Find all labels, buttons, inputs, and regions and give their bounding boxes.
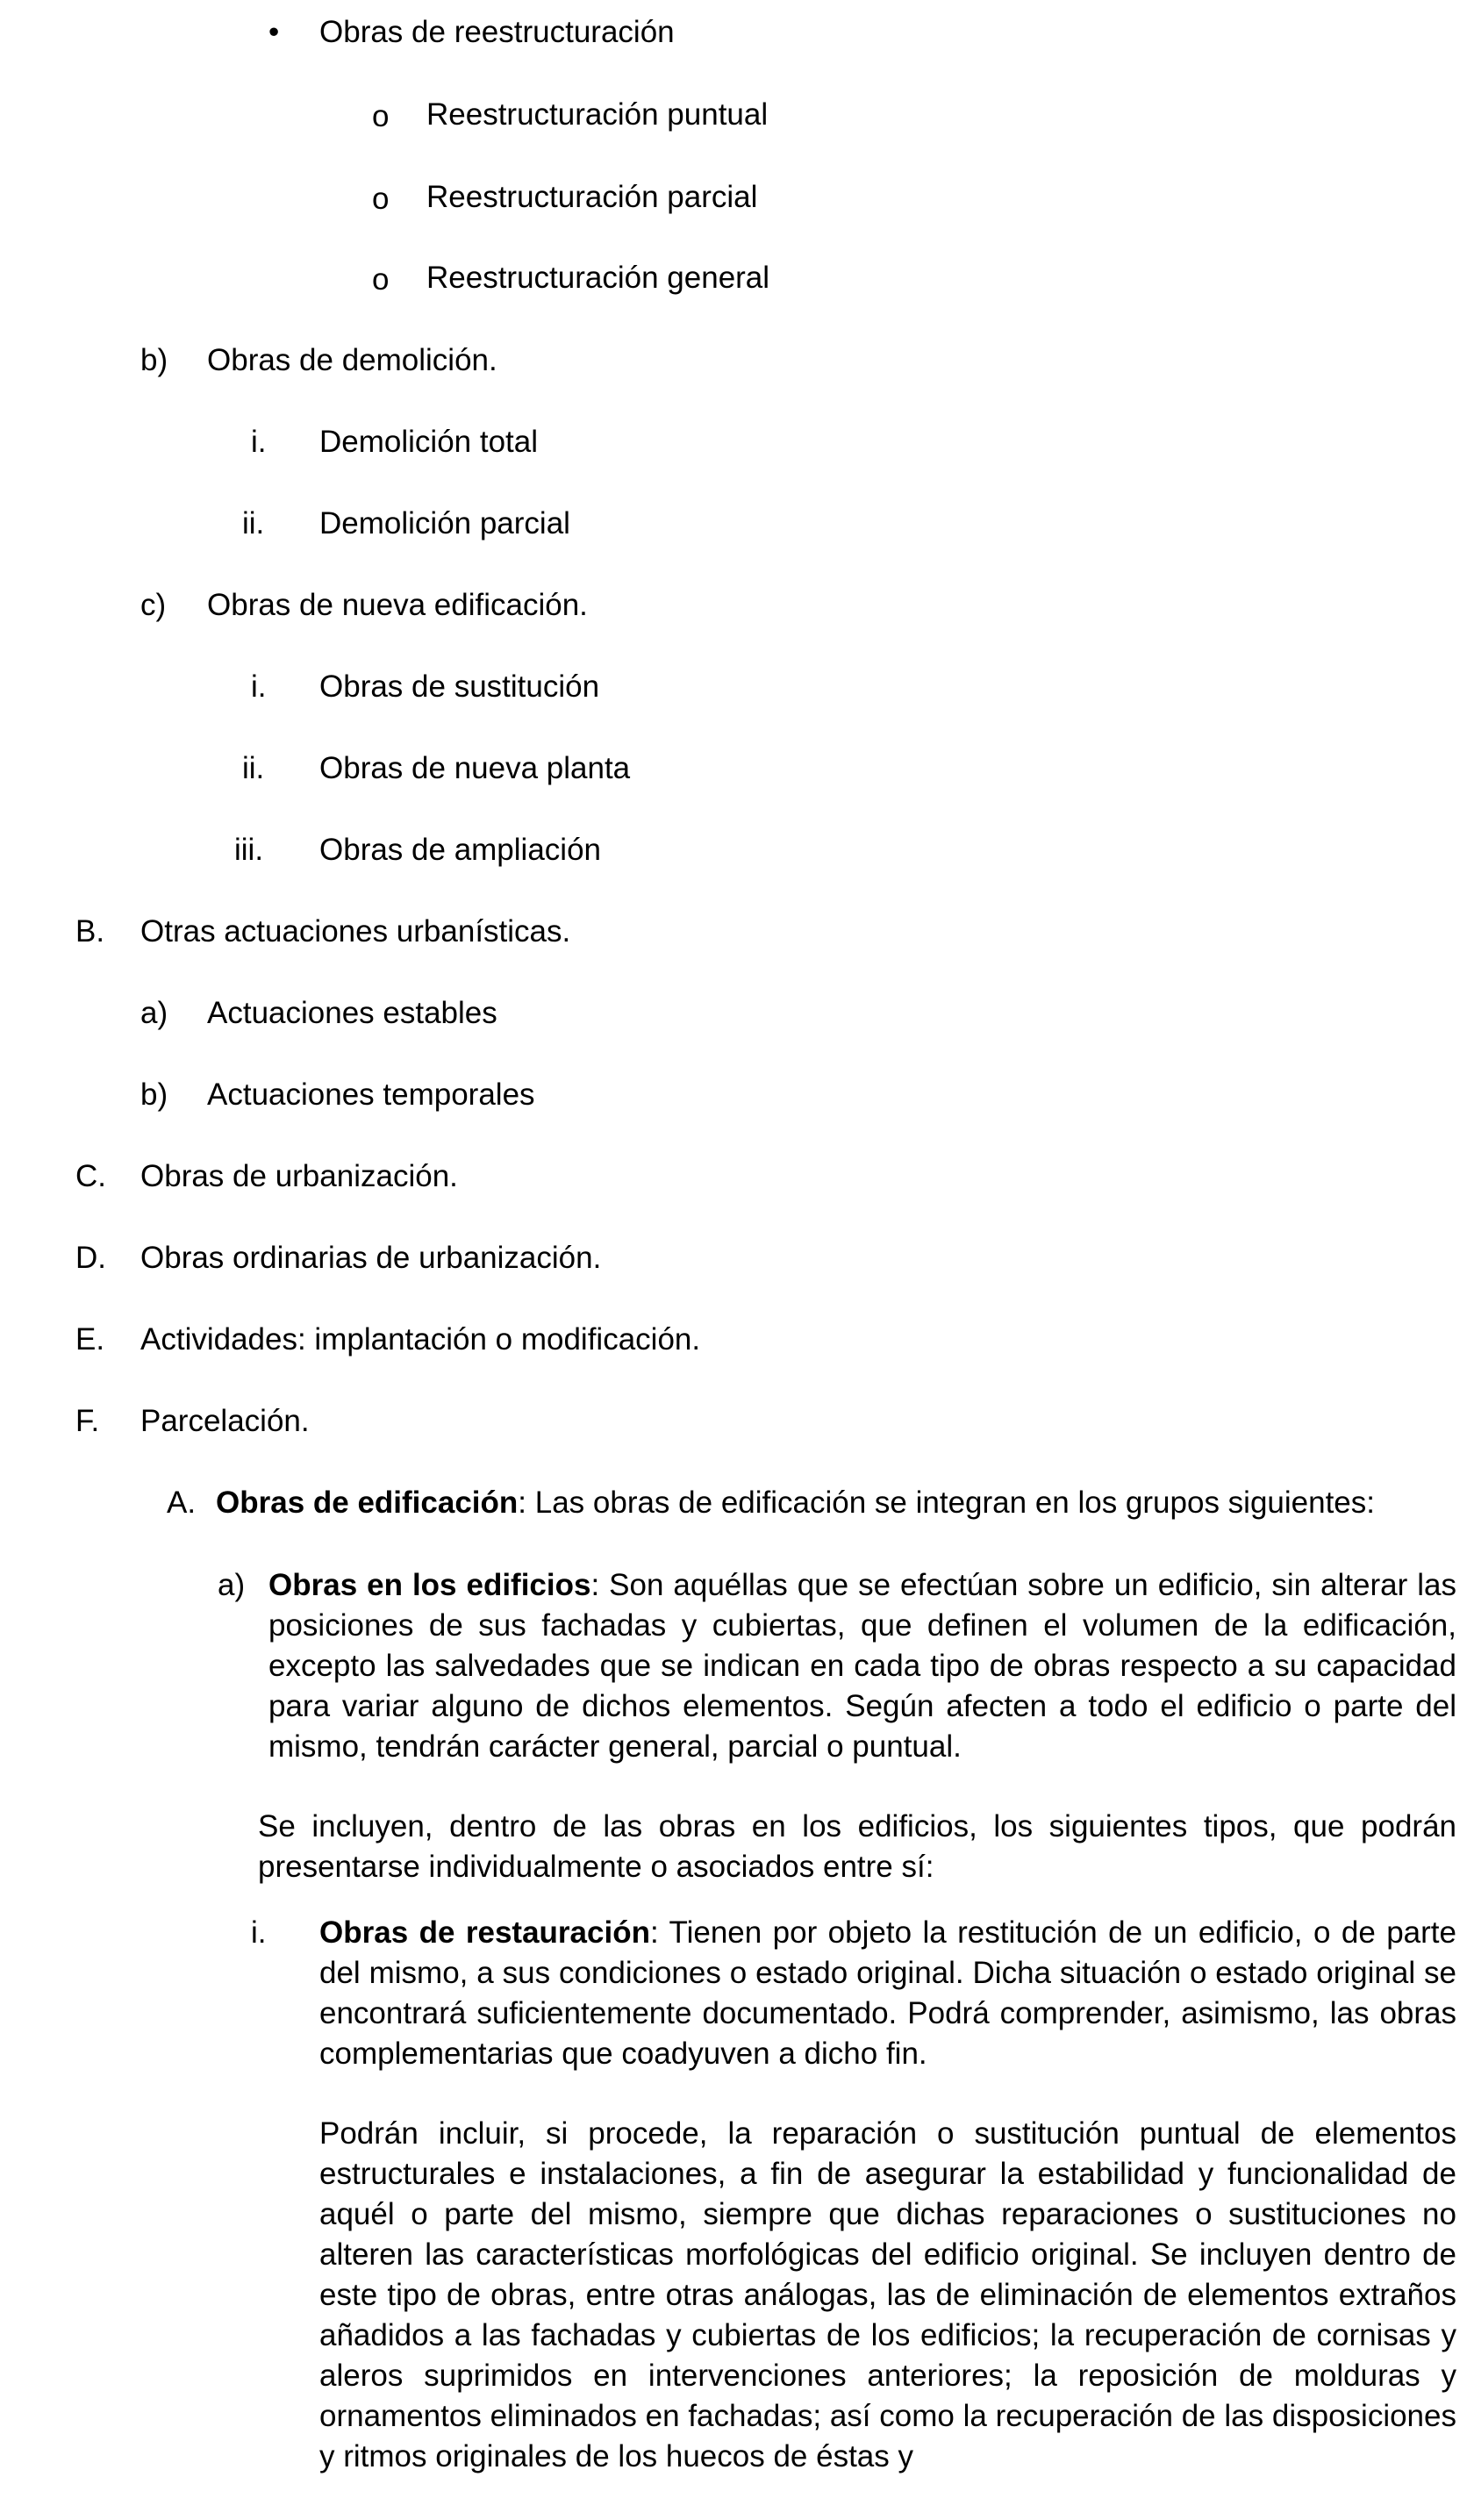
definition-marker: a) [218,1568,246,1602]
sub-marker: o [372,262,390,297]
list-item: Obras de urbanización. [140,1159,458,1193]
list-item: Obras de ampliación [319,833,601,867]
list-marker: B. [75,914,105,949]
sub-marker: o [372,182,390,216]
definition-term: Obras de edificación [216,1486,519,1520]
list-item: Demolición total [319,425,538,459]
definition-term: Obras en los edificios [268,1568,591,1602]
list-item: Reestructuración puntual [426,97,769,132]
definition-term: Obras de restauración [319,1915,650,1950]
list-marker: ii. [242,506,265,541]
definition-obras-de-edificacion [216,1483,1456,1523]
list-marker: c) [140,588,167,622]
list-item: Actuaciones temporales [207,1077,535,1112]
restructuring-heading: Obras de reestructuración [319,15,675,49]
definition-text: : Las obras de edificación se integran en los grupos siguientes: [518,1486,1375,1520]
definition-marker: A. [167,1486,197,1520]
list-marker: F. [75,1404,100,1438]
list-item: Reestructuración parcial [426,180,758,214]
definition-obras-de-restauracion [319,1913,1456,2074]
list-item: Obras de nueva planta [319,751,631,785]
list-marker: D. [75,1241,106,1275]
list-item: Actividades: implantación o modificación. [140,1322,701,1357]
list-item: Obras ordinarias de urbanización. [140,1241,602,1275]
list-marker: b) [140,343,168,377]
definition-paragraph: Podrán incluir, si procede, la reparación o sustitución puntual de elementos estructurales e instalaciones, a fin de asegurar la estabilidad y funcionalidad de aquél o parte del mismo, siempre que dichas reparaciones o sustituciones no alteren las características morfológicas del edificio original. Se incluyen dentro de este tipo de obras, entre otras análogas, las de eliminación de elementos extraños añadidos a las fachadas y cubiertas de los edificios; la recuperación de cornisas y aleros suprimidos en intervenciones anteriores; la reposición de molduras y ornamentos eliminados en fachadas; así como la recuperación de las disposiciones y ritmos originales de los huecos de éstas y [319,2116,1456,2473]
list-item: Demolición parcial [319,506,570,541]
list-marker: b) [140,1077,168,1112]
list-marker: i. [251,669,267,704]
definition-marker: i. [251,1915,267,1950]
list-marker: C. [75,1159,106,1193]
sub-marker: o [372,99,390,133]
list-item: Otras actuaciones urbanísticas. [140,914,571,949]
list-item: Actuaciones estables [207,996,497,1030]
list-marker: E. [75,1322,105,1357]
list-item: Reestructuración general [426,261,770,295]
list-item: Parcelación. [140,1404,310,1438]
list-item: Obras de nueva edificación. [207,588,588,622]
list-marker: iii. [234,833,264,867]
list-item: Obras de demolición. [207,343,497,377]
list-marker: ii. [242,751,265,785]
definition-text: : Son aquéllas que se efectúan sobre un edificio, sin alterar las posiciones de sus fachadas y cubiertas, que definen el volumen de la edificación, excepto las salvedades que se indican en cada tipo de obras respecto a su capacidad para variar alguno de dichos elementos. Según afecten a todo el edificio o parte del mismo, tendrán carácter general, parcial o puntual. [268,1568,1456,1764]
list-marker: a) [140,996,168,1030]
definition-obras-en-los-edificios [268,1565,1456,1767]
list-marker: i. [251,425,267,459]
definition-note: Se incluyen, dentro de las obras en los edificios, los siguientes tipos, que podrán presentarse individualmente o asociados entre sí: [258,1809,1456,1884]
list-item: Obras de sustitución [319,669,600,704]
bullet-marker: • [268,15,280,49]
definition-text: : Tienen por objeto la restitución de un edificio, o de parte del mismo, a sus condiciones o estado original. Dicha situación o estado original se encontrará suficientemente documentado. Podrá comprender, asimismo, las obras complementarias que coadyuven a dicho fin. [319,1915,1456,2071]
